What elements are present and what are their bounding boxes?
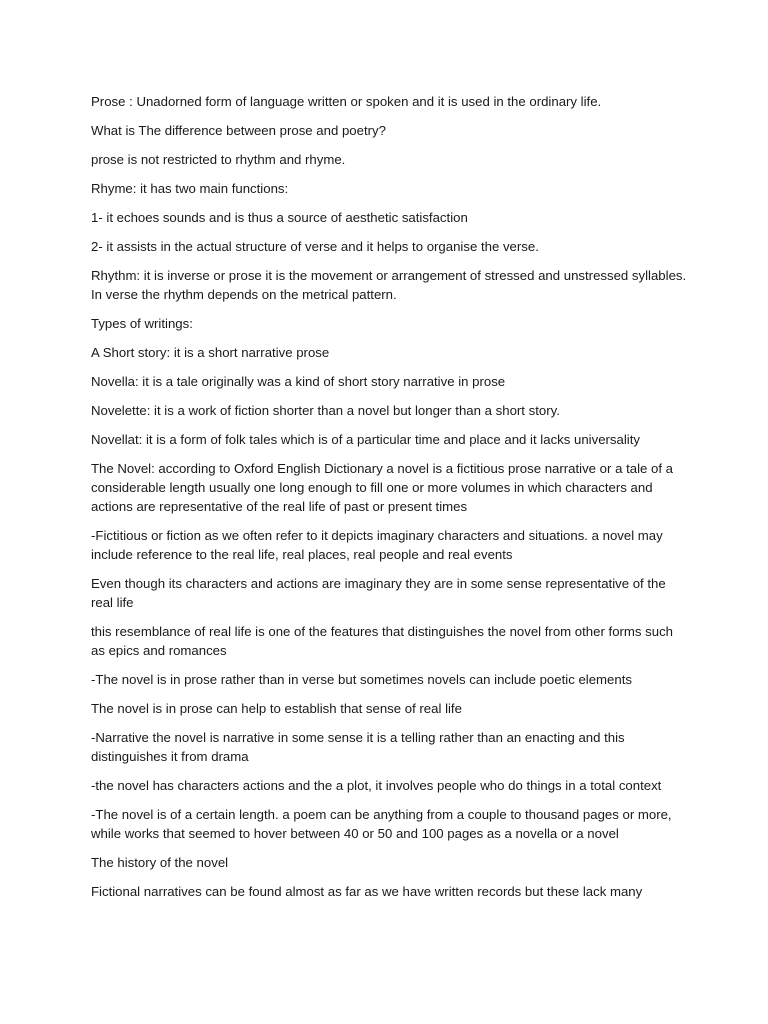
paragraph-question: What is The difference between prose and poetry? — [91, 123, 386, 138]
paragraph-prose-rhythm: prose is not restricted to rhythm and rhyme. — [91, 152, 346, 167]
paragraph-rhythm: Rhythm: it is inverse or prose it is the movement or arrangement of stressed and unstressed syllables. In verse the rhythm depends on the metrical pattern. — [91, 268, 687, 302]
paragraph-narrative: -Narrative the novel is narrative in some sense it is a telling rather than an enacting and this distinguishes it from drama — [91, 730, 625, 764]
paragraph-prose-definition: Prose : Unadorned form of language written or spoken and it is used in the ordinary life. — [91, 94, 602, 109]
paragraph-novellat: Novellat: it is a form of folk tales which is of a particular time and place and it lacks universality — [91, 432, 640, 447]
paragraph-novel-definition: The Novel: according to Oxford English Dictionary a novel is a fictitious prose narrative or a tale of a considerable length usually one long enough to fill one or more volumes in which characters and actions are representative of the real life of past or present times — [91, 461, 673, 514]
paragraph-length: -The novel is of a certain length. a poem can be anything from a couple to thousand pages or more, while works that seemed to hover between 40 or 50 and 100 pages as a novella or a novel — [91, 807, 672, 841]
paragraph-rhyme-function-1: 1- it echoes sounds and is thus a source of aesthetic satisfaction — [91, 210, 468, 225]
document-body — [91, 92, 689, 911]
paragraph-rhyme-functions: Rhyme: it has two main functions: — [91, 181, 289, 196]
paragraph-prose-real-life: The novel is in prose can help to establish that sense of real life — [91, 701, 462, 716]
paragraph-rhyme-function-2: 2- it assists in the actual structure of verse and it helps to organise the verse. — [91, 239, 539, 254]
paragraph-fictional-narratives: Fictional narratives can be found almost as far as we have written records but these lack many — [91, 884, 643, 899]
paragraph-history-heading: The history of the novel — [91, 855, 229, 870]
paragraph-types-heading: Types of writings: — [91, 316, 193, 331]
paragraph-resemblance: this resemblance of real life is one of the features that distinguishes the novel from other forms such as epics and romances — [91, 624, 674, 658]
paragraph-representative: Even though its characters and actions are imaginary they are in some sense representative of the real life — [91, 576, 666, 610]
paragraph-characters: -the novel has characters actions and the a plot, it involves people who do things in a total context — [91, 778, 662, 793]
paragraph-fictitious: -Fictitious or fiction as we often refer to it depicts imaginary characters and situations. a novel may include reference to the real life, real places, real people and real events — [91, 528, 663, 562]
paragraph-novelette: Novelette: it is a work of fiction shorter than a novel but longer than a short story. — [91, 403, 560, 418]
paragraph-novel-prose: -The novel is in prose rather than in verse but sometimes novels can include poetic elements — [91, 672, 632, 687]
paragraph-short-story: A Short story: it is a short narrative prose — [91, 345, 330, 360]
paragraph-novella: Novella: it is a tale originally was a kind of short story narrative in prose — [91, 374, 506, 389]
